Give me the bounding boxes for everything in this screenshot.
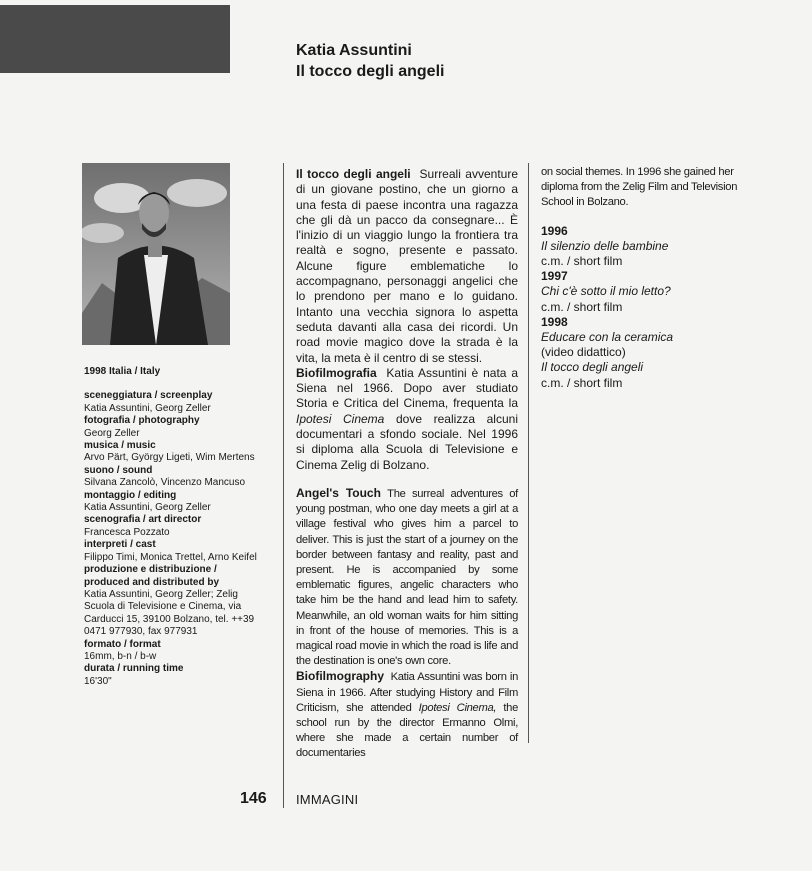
filmography-title: Il tocco degli angeli [541, 360, 644, 375]
it-bio-school: Ipotesi Cinema [296, 411, 385, 426]
magazine-name: IMMAGINI [296, 792, 359, 807]
filmography [541, 224, 766, 391]
credit-value: Francesca Pozzato [84, 526, 170, 538]
page-number: 146 [240, 790, 267, 807]
credit-value: Katia Assuntini, Georg Zeller; Zelig Scuola di Televisione e Cinema, via Carducci 15, 39100 Bolzano, tel. ++39 0471 977930, fax 977931 [84, 588, 255, 638]
en-bio [296, 669, 518, 761]
filmography-note: c.m. / short film [541, 375, 623, 390]
it-bio-text: Katia Assuntini è nata a Siena nel 1966. Dopo aver studiato Storia e Critica del Cinema, frequenta la [296, 365, 518, 411]
credit-value: Silvana Zancolò, Vincenzo Mancuso [84, 477, 246, 489]
third-column [541, 165, 766, 391]
credit-value: Georg Zeller [84, 427, 140, 439]
credit-label: fotografia / photography [84, 415, 200, 427]
director-name: Katia Assuntini [296, 42, 412, 59]
credit-label: sceneggiatura / screenplay [84, 390, 213, 402]
filmography-year: 1998 [541, 314, 568, 329]
it-synopsis [296, 167, 518, 366]
footer-divider [283, 786, 284, 808]
en-bio-title: Biofilmography [296, 669, 385, 684]
credits-list [84, 390, 259, 688]
filmography-title: Chi c'è sotto il mio letto? [541, 284, 671, 299]
en-synopsis [296, 486, 518, 669]
credit-value: 16'30" [84, 675, 112, 687]
credit-label: montaggio / editing [84, 489, 177, 501]
credit-label: suono / sound [84, 464, 153, 476]
credit-label: interpreti / cast [84, 539, 156, 551]
credit-value: Arvo Pärt, György Ligeti, Wim Mertens [84, 452, 255, 464]
credit-value: Katia Assuntini, Georg Zeller [84, 402, 211, 414]
en-bio-continued: on social themes. In 1996 she gained her diploma from the Zelig Film and Television School in Bolzano. [541, 166, 738, 209]
credit-value: Katia Assuntini, Georg Zeller [84, 502, 211, 514]
column-divider [528, 163, 529, 743]
filmography-title: Il silenzio delle bambine [541, 238, 669, 253]
film-title: Il tocco degli angeli [296, 63, 445, 80]
it-bio-text-2: dove realizza alcuni documentari a sfondo sociale. Nel 1996 si diploma alla Scuola di Televisione e Cinema Zelig di Bolzano. [296, 411, 518, 472]
filmography-title: Educare con la ceramica [541, 330, 674, 345]
credit-label: produzione e distribuzione / produced and distributed by [84, 564, 220, 588]
filmography-year: 1997 [541, 269, 568, 284]
credits-block [84, 366, 259, 688]
it-bio-title: Biofilmografia [296, 365, 377, 380]
en-synopsis-title: Angel's Touch [296, 486, 381, 500]
credit-label: musica / music [84, 440, 156, 452]
year-country: 1998 Italia / Italy [84, 366, 161, 377]
credit-value: 16mm, b-n / b-w [84, 650, 157, 662]
english-text [296, 486, 518, 762]
credit-label: scenografia / art director [84, 514, 202, 526]
column-divider [283, 163, 284, 808]
director-photo [82, 163, 230, 345]
en-bio-school: Ipotesi Cinema, [418, 701, 497, 714]
it-synopsis-body: Surreali avventure di un giovane postino, che un giorno a una festa di paese incontra una ragazza che gli dà un pacco da consegnare... È l'inizio di un viaggio lungo la frontiera tra realtà e sogno, presente e passato. Alcune figure emblematiche lo accompagnano, personaggi angelici che lo prendono per mano e lo guidano. Intanto una vecchia signora lo aspetta seduta davanti alla casa dei ricordi. Un road movie magico dove la strada è la vita, la meta è il centro di se stessi. [296, 167, 518, 365]
page-header [296, 40, 444, 82]
filmography-year: 1996 [541, 223, 568, 238]
it-synopsis-title: Il tocco degli angeli [296, 167, 411, 181]
filmography-note: c.m. / short film [541, 299, 623, 314]
credit-label: durata / running time [84, 663, 184, 675]
header-gray-bar [0, 5, 230, 73]
en-bio-text: Katia Assuntini was born in Siena in 1966. After studying History and Film Criticism, she attended [296, 671, 518, 714]
en-bio-text-2: the school run by the director Ermanno Olmi, where she made a certain number of documentaries [296, 701, 519, 760]
credit-label: formato / format [84, 638, 161, 650]
it-bio [296, 366, 518, 473]
filmography-note: (video didattico) [541, 345, 626, 360]
italian-text [296, 167, 518, 473]
filmography-note: c.m. / short film [541, 254, 623, 269]
credit-value: Filippo Timi, Monica Trettel, Arno Keifel [84, 551, 257, 563]
en-synopsis-body: The surreal adventures of young postman, who one day meets a girl at a village festival who gives him a parcel to deliver. This is just the start of a journey on the border between fantasy and reality, past and present. He is accompanied by some emblematic figures, angelic characters who take him be the hand and lead him to safety. Meanwhile, an old woman waits for him sitting in front of the house of memories. This is a magical road movie in which the road is life and the destination is one's own core. [296, 488, 518, 668]
